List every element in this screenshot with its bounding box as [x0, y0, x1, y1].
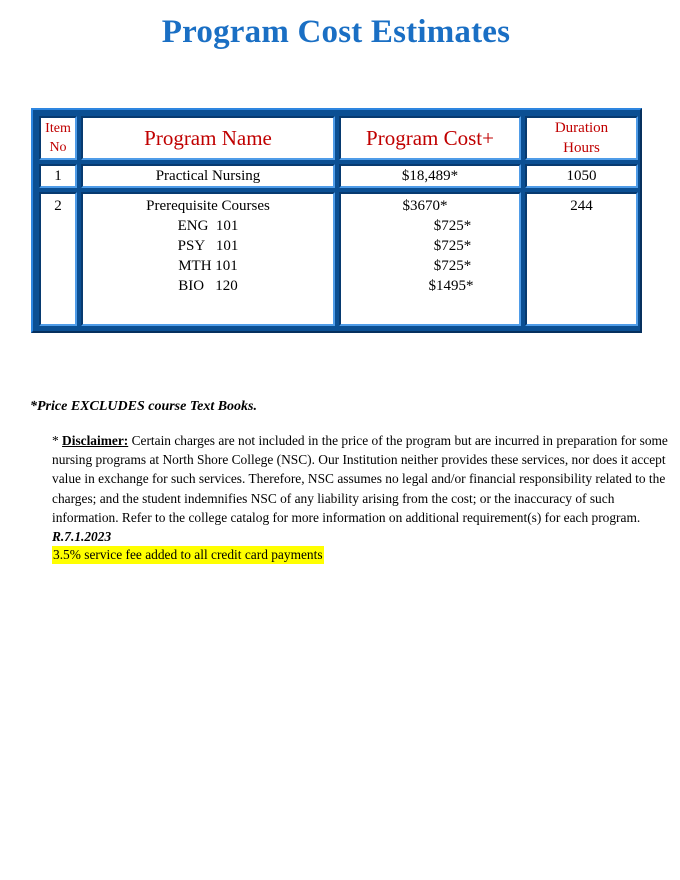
- header-duration-line1: Duration: [554, 120, 609, 136]
- program-cost-value: $18,489*: [401, 168, 459, 184]
- item-no-value: 1: [54, 168, 62, 184]
- program-cost-table: [31, 108, 642, 333]
- program-name-value: Practical Nursing: [155, 168, 261, 184]
- service-fee-note: 3.5% service fee added to all credit card payments: [53, 547, 323, 562]
- course-name-eng: ENG 101: [177, 218, 239, 234]
- price-exclusion-note: *Price EXCLUDES course Text Books.: [30, 399, 257, 414]
- disclaimer-prefix: *: [52, 433, 63, 448]
- table-row-2-hours: [525, 192, 638, 326]
- course-cost-psy: $725*: [433, 238, 472, 254]
- course-cost-bio: $1495*: [428, 278, 474, 294]
- course-name-mth: MTH 101: [178, 258, 238, 274]
- course-cost-mth: $725*: [433, 258, 472, 274]
- header-item-no: [39, 116, 77, 160]
- header-duration-line2: Hours: [563, 140, 600, 156]
- course-cost-eng: $725*: [433, 218, 472, 234]
- header-program-name: Program Name: [81, 116, 335, 160]
- revision-code: R.7.1.2023: [52, 529, 112, 545]
- duration-hours-value: 244: [570, 198, 593, 214]
- program-cost-value: $3670*: [402, 198, 448, 214]
- table-row-1-hours: [525, 164, 638, 188]
- header-program-cost: Program Cost+: [339, 116, 521, 160]
- table-row-2-program: [81, 192, 335, 326]
- header-item-line1: Item: [45, 121, 71, 136]
- duration-hours-value: 1050: [566, 168, 597, 184]
- disclaimer-label: Disclaimer:: [62, 433, 129, 448]
- course-name-bio: BIO 120: [178, 278, 238, 294]
- table-row-2-cost: [339, 192, 521, 326]
- disclaimer-text: Certain charges are not included in the price of the program but are incurred in preparation for some nursing programs at North Shore College (NSC). Our Institution neither provides these services, nor does it accept value in exchange for such services. Therefore, NSC assumes no legal and/or financial responsibility related to the charges; and the student indemnifies NSC of any liability arising from the cost; or the inaccuracy of such information. Refer to the college catalog for more information on additional requirement(s) for each program.: [52, 433, 668, 525]
- page-title: Program Cost Estimates: [161, 14, 511, 50]
- table-row-2-item-no: [39, 192, 77, 326]
- header-duration-hours: [525, 116, 638, 160]
- disclaimer-paragraph: [52, 431, 672, 546]
- course-name-psy: PSY 101: [177, 238, 239, 254]
- table-row-1-program: [81, 164, 335, 188]
- table-row-1-item-no: [39, 164, 77, 188]
- item-no-value: 2: [54, 198, 62, 214]
- program-name-value: Prerequisite Courses: [146, 198, 270, 214]
- header-item-line2: No: [49, 140, 67, 155]
- table-row-1-cost: [339, 164, 521, 188]
